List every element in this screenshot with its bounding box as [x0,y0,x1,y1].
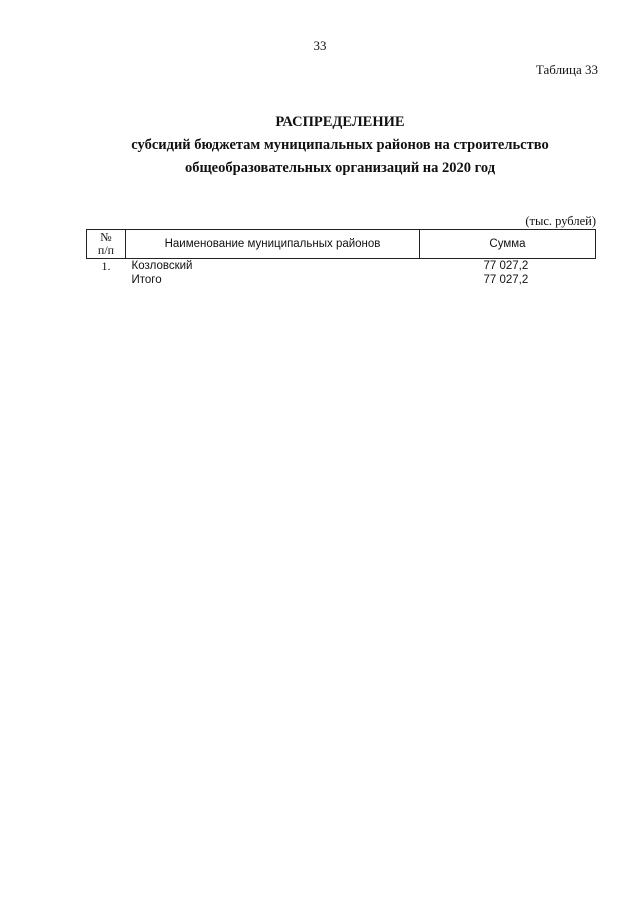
distribution-table [86,229,596,287]
table-header-row [87,230,596,259]
title-line-1: РАСПРЕДЕЛЕНИЕ [275,114,405,130]
header-number [87,230,126,259]
title-line-2: субсидий бюджетам муниципальных районов на строительство [131,137,549,153]
header-number-pp: п/п [97,243,115,257]
units-note: (тыс. рублей) [525,214,596,228]
row-total-sum: 77 027,2 [483,274,529,286]
table-label: Таблица 33 [535,62,598,77]
row-sum: 77 027,2 [483,260,529,272]
row-total-label: Итого [131,274,162,286]
document-title [60,111,620,180]
header-number-sign: № [100,230,112,244]
row-number: 1. [101,259,111,273]
header-district-name: Наименование муниципальных районов [126,230,420,259]
title-line-3: общеобразовательных организаций на 2020 год [184,160,496,176]
table-row [87,259,596,274]
page-number: 33 [313,38,327,53]
table-row-total [87,273,596,287]
header-sum: Сумма [420,230,596,259]
row-district-name: Козловский [131,260,193,272]
row-number [87,273,126,287]
